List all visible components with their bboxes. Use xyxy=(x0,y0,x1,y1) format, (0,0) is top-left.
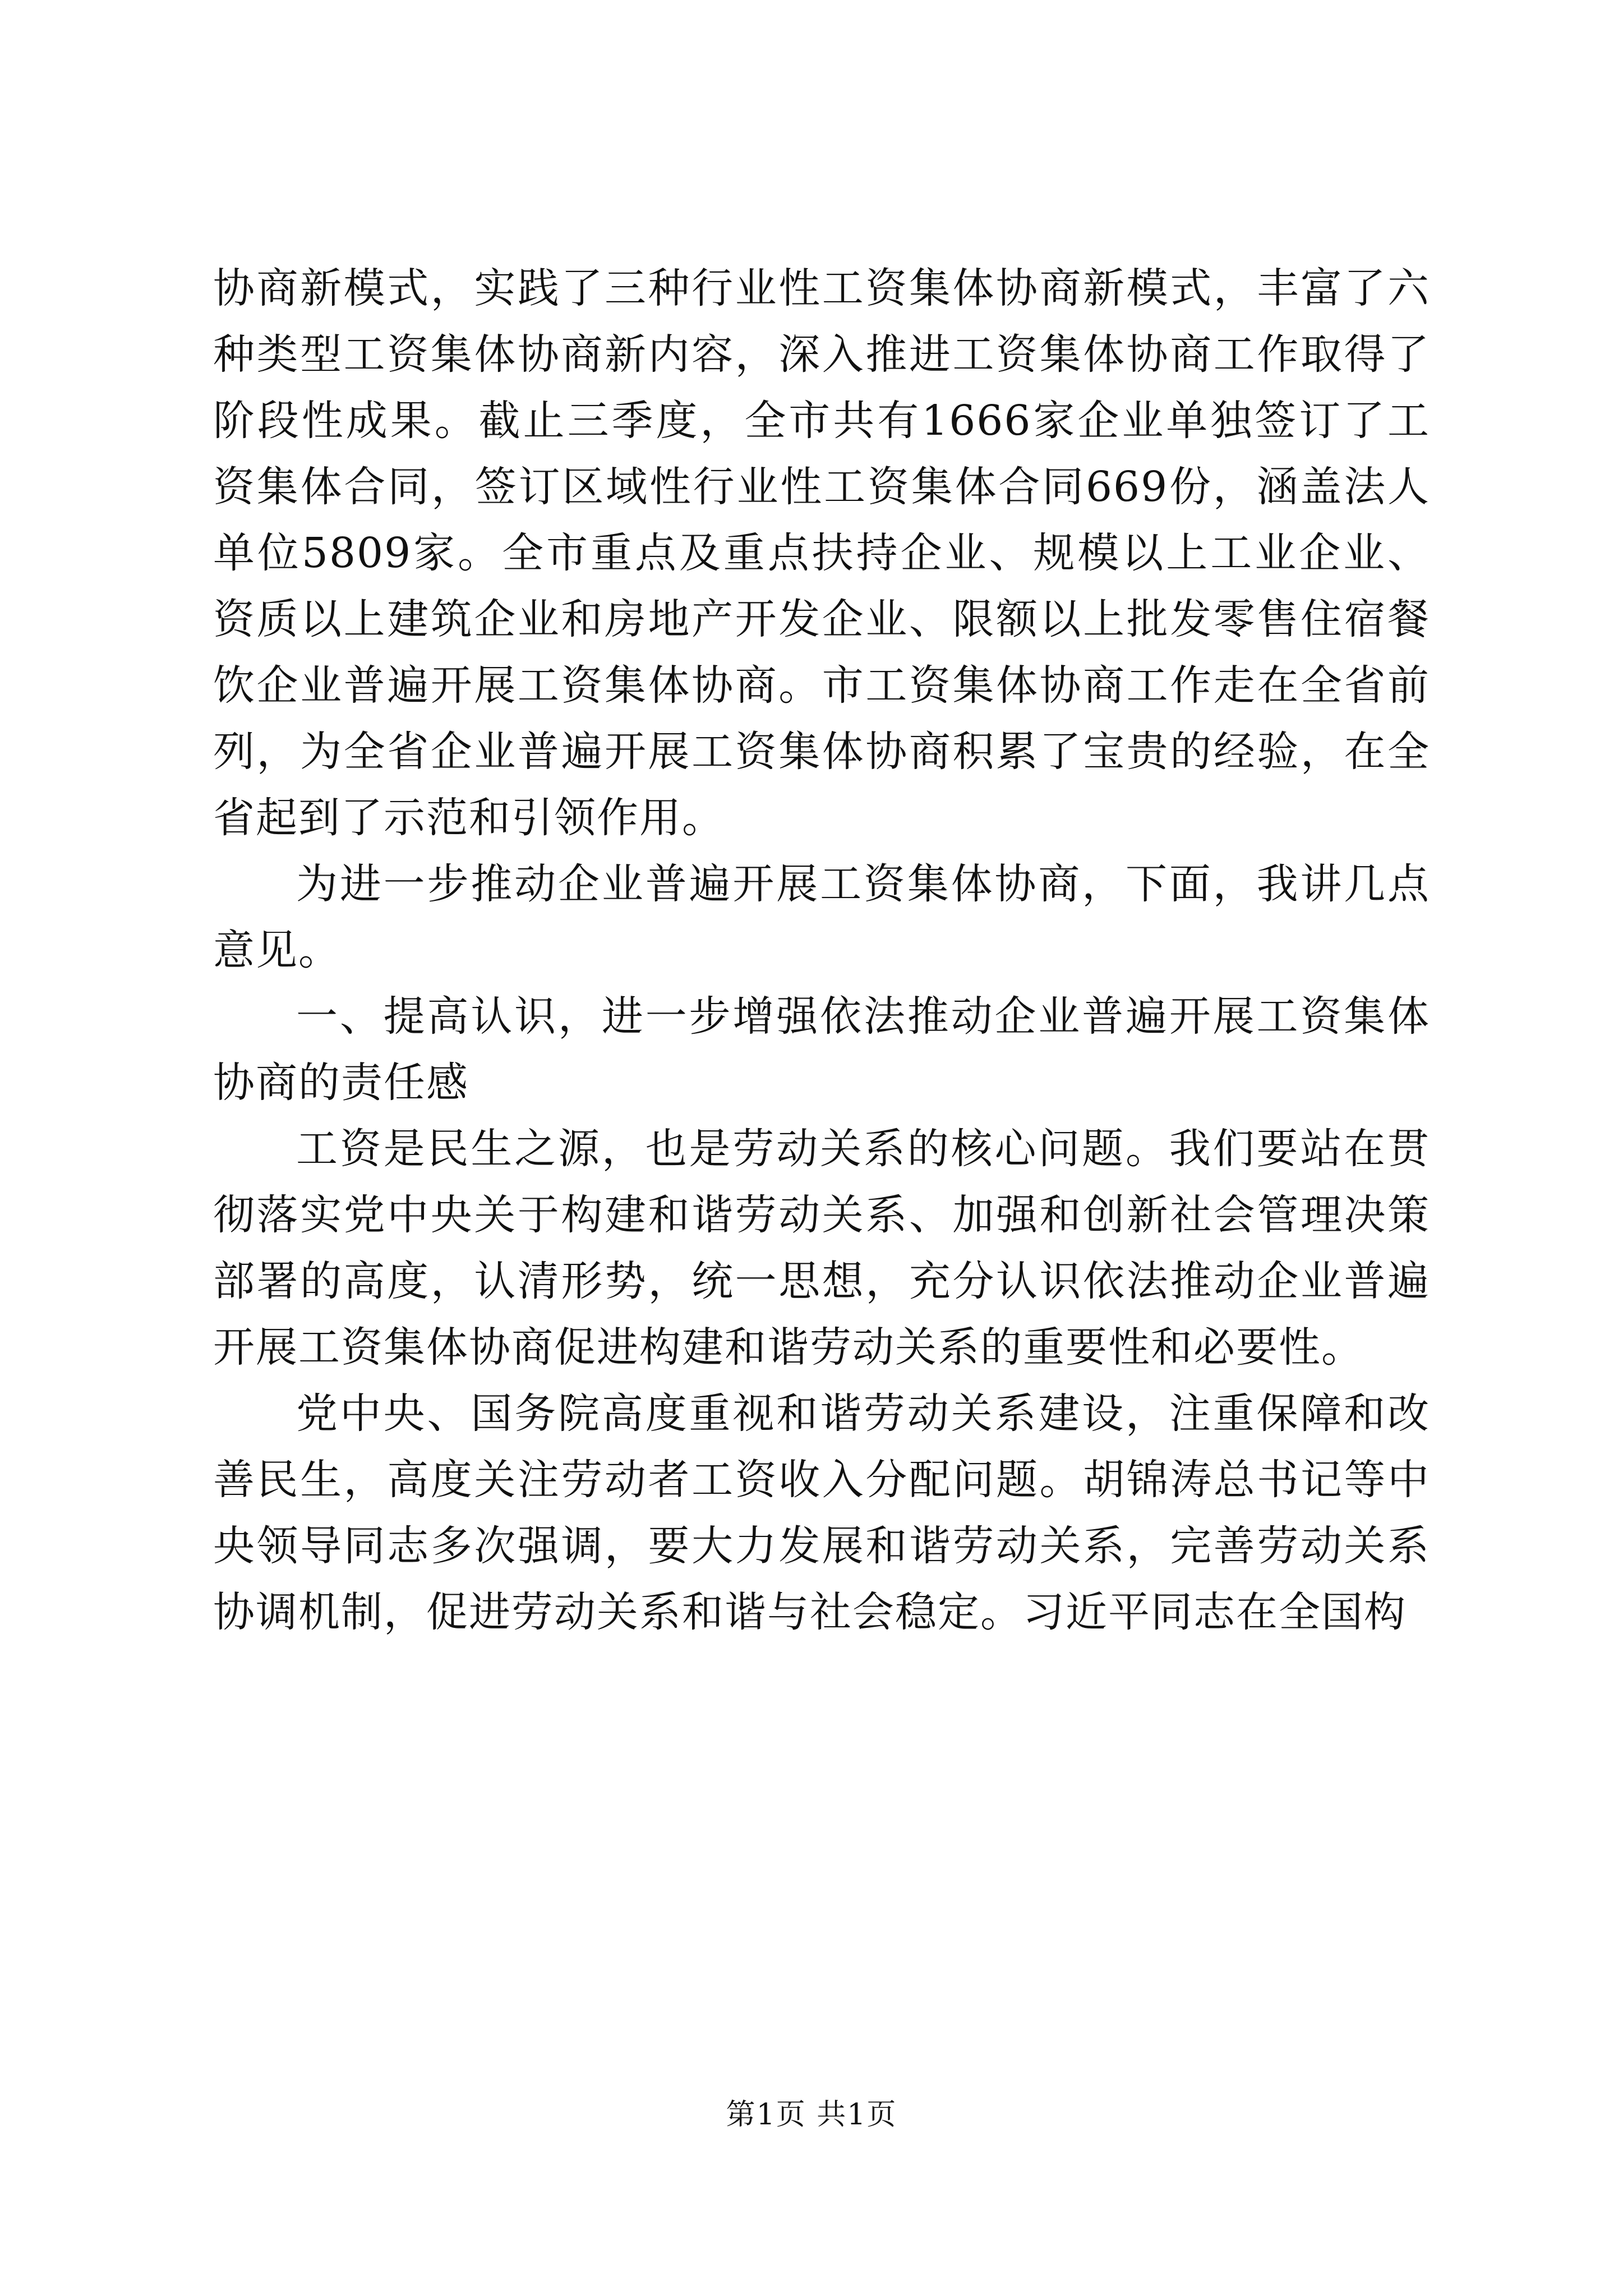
paragraph-wages: 工资是民生之源，也是劳动关系的核心问题。我们要站在贯彻落实党中央关于构建和谐劳动关系、加强和创新社会管理决策部署的高度，认清形势，统一思想，充分认识依法推动企业普遍开展工资集体协商促进构建和谐劳动关系的重要性和必要性。 xyxy=(213,1125,1430,1372)
paragraph-intro: 为进一步推动企业普遍开展工资集体协商，下面，我讲几点意见。 xyxy=(213,860,1430,974)
paragraph-continuation: 协商新模式，实践了三种行业性工资集体协商新模式，丰富了六种类型工资集体协商新内容，深入推进工资集体协商工作取得了阶段性成果。截止三季度，全市共有1666家企业单独签订了工资集体合同，签订区域性行业性工资集体合同669份，涵盖法人单位5809家。全市重点及重点扶持企业、规模以上工业企业、资质以上建筑企业和房地产开发企业、限额以上批发零售住宿餐饮企业普遍开展工资集体协商。市工资集体协商工作走在全省前列，为全省企业普遍开展工资集体协商积累了宝贵的经验，在全省起到了示范和引领作用。 xyxy=(213,264,1430,842)
section-heading: 一、提高认识，进一步增强依法推动企业普遍开展工资集体协商的责任感 xyxy=(213,992,1430,1107)
page-footer: 第1页 共1页 xyxy=(726,2098,897,2132)
paragraph-central-committee: 党中央、国务院高度重视和谐劳动关系建设，注重保障和改善民生，高度关注劳动者工资收入分配问题。胡锦涛总书记等中央领导同志多次强调，要大力发展和谐劳动关系，完善劳动关系协调机制，促进劳动关系和谐与社会稳定。习近平同志在全国构 xyxy=(213,1389,1430,1636)
document-body xyxy=(213,255,1430,1645)
